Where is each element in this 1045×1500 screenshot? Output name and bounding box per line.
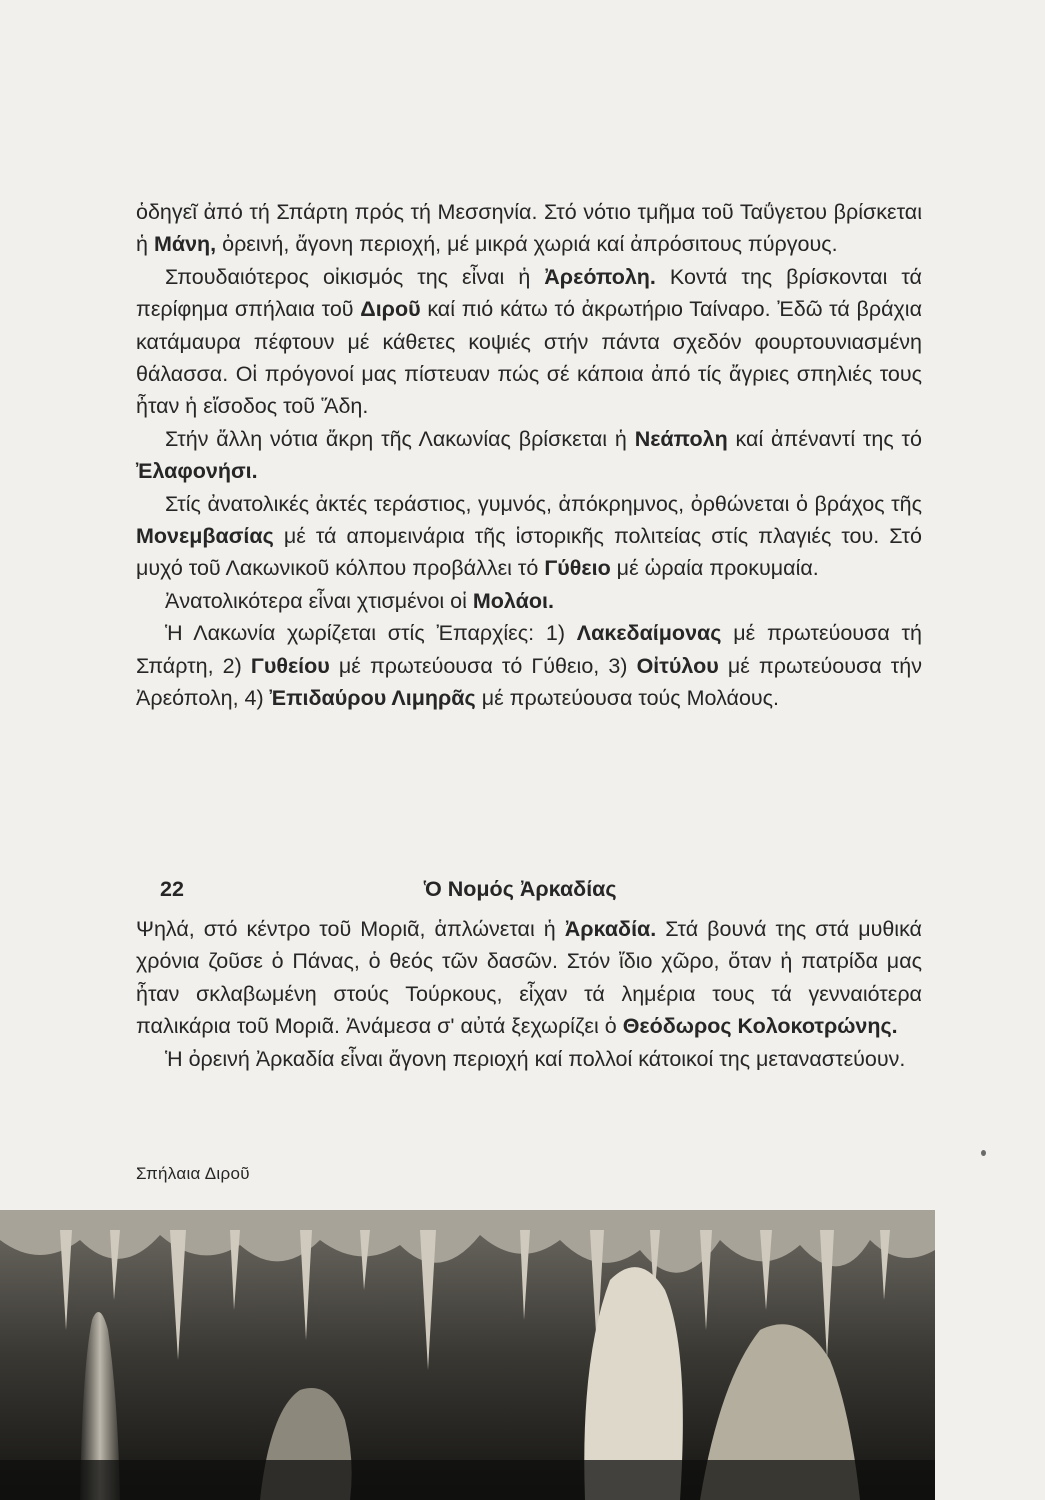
text-run: Στίς ἀνατολικές ἀκτές τεράστιος, γυμνός, ἀπόκρημνος, ὀρθώνεται ὁ βράχος τῆς (165, 491, 922, 516)
bold-term: Μάνη, (153, 232, 217, 257)
paragraph (136, 617, 922, 714)
speck (981, 1150, 986, 1156)
section-number: 22 (160, 877, 184, 901)
bold-term: Γύθειο (544, 556, 611, 581)
paragraph (136, 261, 922, 423)
bold-term: Ἀρκαδία. (564, 917, 657, 941)
text-run: μέ τά απομεινάρια τῆς ἱστορικῆς πολιτείας στίς πλαγιές του. Στό μυχό τοῦ Λακωνικοῦ κόλπου προβάλλει τό (136, 524, 922, 581)
text-run: Στήν ἄλλη νότια ἄκρη τῆς Λακωνίας βρίσκεται ἡ (165, 426, 635, 451)
text-run: μέ πρωτεύουσα τή Σπάρτη, 2) (136, 621, 923, 678)
photo-caption: Σπήλαια Διροῦ (136, 1164, 250, 1183)
text-run: Ψηλά, στό κέντρο τοῦ Μοριᾶ, ἁπλώνεται ἡ (136, 917, 565, 941)
text-run: ὁδηγεῖ ἀπό τή Σπάρτη πρός τή Μεσσηνία. Στό νότιο τμῆμα τοῦ Ταΰγετου βρίσκεται ἡ (136, 200, 922, 257)
text-block-laconia (136, 196, 922, 715)
paragraph (136, 488, 922, 585)
paragraph (136, 1043, 922, 1075)
text-run: Κοντά της βρίσκονται τά περίφημα σπήλαια τοῦ (136, 264, 922, 322)
bold-term: Γυθείου (250, 653, 330, 678)
bold-term: Διροῦ (360, 297, 421, 322)
section-title: Ὁ Νομός Ἀρκαδίας (424, 877, 617, 901)
text-run: μέ πρωτεύουσα τήν Ἀρεόπολη, 4) (136, 653, 923, 711)
bold-term: Νεάπολη (634, 426, 728, 451)
bold-term: Λακεδαίμονας (576, 621, 722, 646)
bold-term: Ἀρεόπολη. (544, 264, 656, 289)
bold-term: Ἐλαφονήσι. (136, 459, 258, 484)
text-run: μέ πρωτεύουσα τό Γύθειο, 3) (329, 653, 637, 678)
text-run: καί ἀπέναντί της τό (727, 426, 922, 451)
cave-photo-icon (0, 1210, 935, 1500)
paragraph (136, 196, 922, 261)
text-run: καί πιό κάτω τό ἀκρωτήριο Ταίναρο. Ἐδῶ τά βράχια κατάμαυρα πέφτουν μέ κάθετες κοψιές στήν πάντα σχεδόν φουρτουνιασμένη θάλασσα. Οἱ πρόγονοί μας πίστευαν πώς σέ κάποια ἀπό τίς ἄγριες σπηλιές τους ἦταν ἡ εἴσοδος τοῦ Ἅδη. (136, 297, 923, 419)
text-run: Ἡ Λακωνία χωρίζεται στίς Ἐπαρχίες: 1) (165, 621, 577, 646)
paragraph (136, 423, 922, 488)
text-run: Ἀνατολικότερα εἶναι χτισμένοι οἱ (165, 588, 473, 613)
bold-term: Θεόδωρος Κολοκοτρώνης. (622, 1014, 898, 1039)
paragraph (136, 913, 922, 1043)
paragraph (136, 585, 922, 617)
bold-term: Μολάοι. (472, 588, 554, 613)
cave-photo (0, 1210, 935, 1500)
text-run: ὀρεινή, ἄγονη περιοχή, μέ μικρά χωριά καί ἀπρόσιτους πύργους. (216, 232, 838, 257)
text-run: μέ πρωτεύουσα τούς Μολάους. (475, 686, 780, 711)
text-run: Σπουδαιότερος οἰκισμός της εἶναι ἡ (165, 264, 545, 289)
bold-term: Μονεμβασίας (136, 524, 274, 549)
text-block-arcadia (136, 913, 922, 1075)
text-run: Ἡ ὀρεινή Ἀρκαδία εἶναι ἄγονη περιοχή καί πολλοί κάτοικοί της μεταναστεύουν. (165, 1046, 906, 1071)
text-run: μέ ὡραία προκυμαία. (610, 556, 819, 581)
text-run: Στά βουνά της στά μυθικά χρόνια ζοῦσε ὁ Πάνας, ὁ θεός τῶν δασῶν. Στόν ἴδιο χῶρο, ὅταν ἡ πατρίδα μας ἦταν σκλαβωμένη στούς Τούρκους, εἶχαν τά λημέρια τους τά γενναιότερα παλικάρια τοῦ Μοριᾶ. Ἀνάμεσα σ' αὐτά ξεχωρίζει ὁ (136, 917, 922, 1039)
bold-term: Ἐπιδαύρου Λιμηρᾶς (269, 686, 476, 711)
bold-term: Οἰτύλου (636, 653, 719, 678)
